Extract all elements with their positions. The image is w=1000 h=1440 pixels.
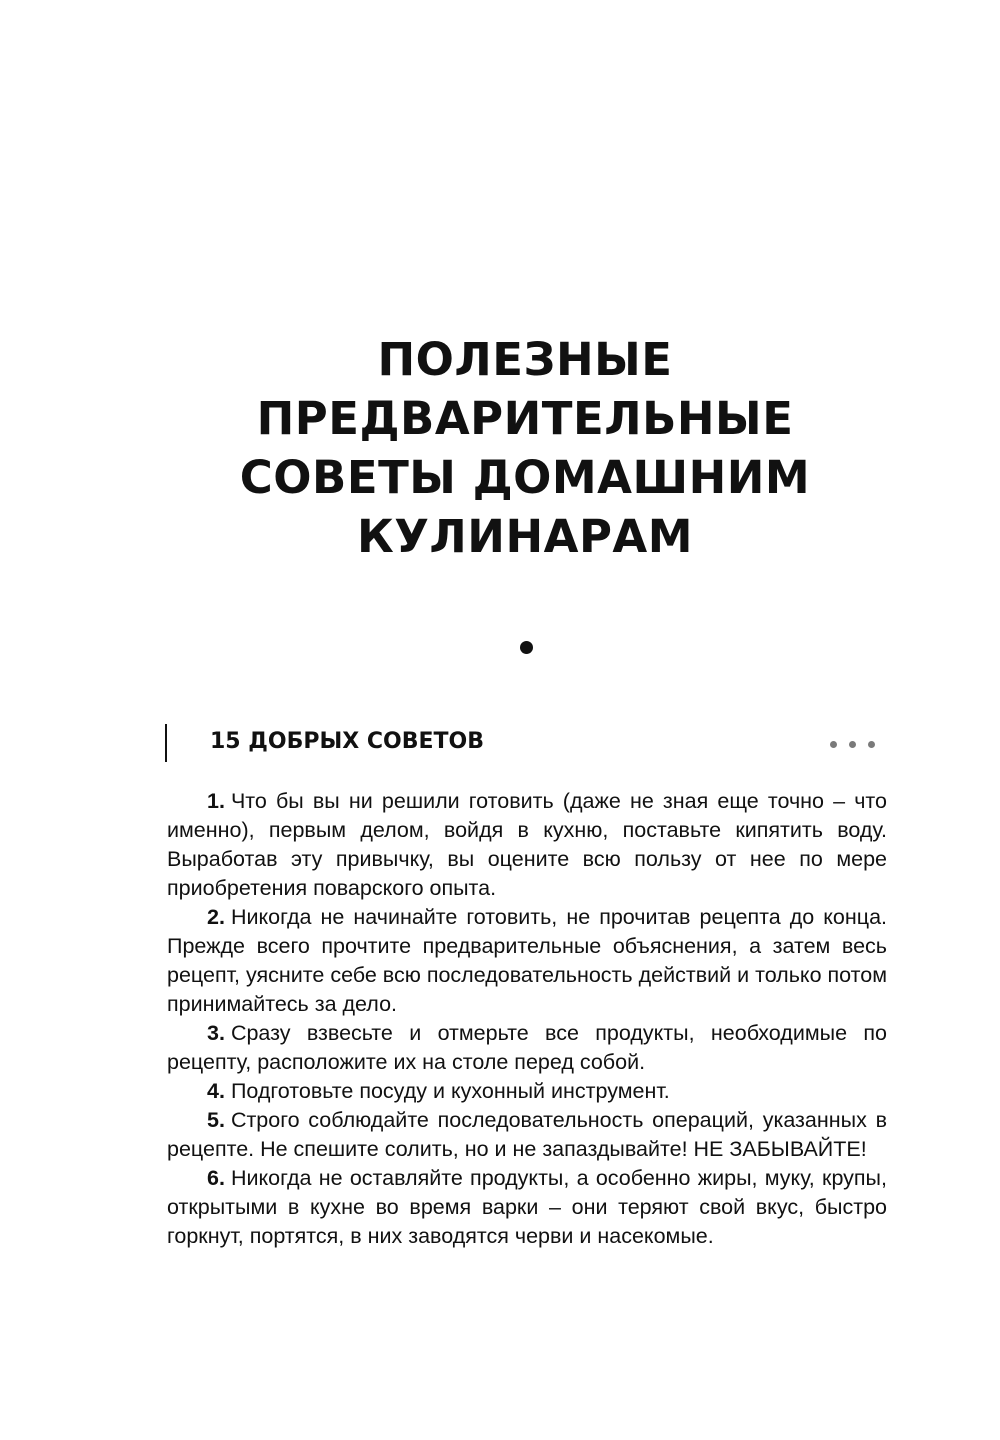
- tip-item: [167, 903, 887, 1019]
- dot-icon: [849, 741, 856, 748]
- tip-text: Никогда не начинайте готовить, не прочитав рецепта до конца. Прежде всего прочтите предварительные объяснения, а затем весь рецепт, уясните себе всю последовательность действий и только потом принимайтесь за дело.: [167, 905, 887, 1016]
- tip-item: [167, 1077, 887, 1106]
- tip-text: Никогда не оставляйте продукты, а особенно жиры, муку, крупы, открытыми в кухне во время варки – они теряют свой вкус, быстро горкнут, портятся, в них заводятся черви и насекомые.: [167, 1166, 887, 1248]
- chapter-title-line: ПОЛЕЗНЫЕ: [377, 333, 673, 386]
- tip-number: 3.: [207, 1021, 225, 1045]
- tip-text: Сразу взвесьте и отмерьте все продукты, необходимые по рецепту, расположите их на столе перед собой.: [167, 1021, 887, 1074]
- chapter-title: [150, 330, 900, 566]
- tip-text: Что бы вы ни решили готовить (даже не зная еще точно – что именно), первым делом, войдя в кухню, поставьте кипятить воду. Выработав эту привычку, вы оцените всю пользу от нее по мере приобретения поварского опыта.: [167, 789, 887, 900]
- section-heading: 15 ДОБРЫХ СОВЕТОВ: [210, 729, 485, 754]
- tip-number: 5.: [207, 1108, 225, 1132]
- tips-list: [167, 787, 887, 1251]
- title-separator-dot: [520, 641, 533, 654]
- chapter-title-line: СОВЕТЫ ДОМАШНИМ: [239, 451, 811, 504]
- tip-number: 1.: [207, 789, 225, 813]
- tip-text: Строго соблюдайте последовательность операций, указанных в рецепте. Не спешите солить, но и не запаздывайте! НЕ ЗАБЫВАЙТЕ!: [167, 1108, 887, 1161]
- tip-number: 6.: [207, 1166, 225, 1190]
- tip-number: 4.: [207, 1079, 225, 1103]
- tip-text: Подготовьте посуду и кухонный инструмент.: [230, 1079, 670, 1103]
- chapter-title-line: ПРЕДВАРИТЕЛЬНЫЕ: [256, 392, 794, 445]
- ellipsis-dots-icon: [830, 741, 875, 748]
- tip-number: 2.: [207, 905, 225, 929]
- chapter-title-line: КУЛИНАРАМ: [356, 510, 694, 563]
- tip-item: [167, 1164, 887, 1251]
- dot-icon: [868, 741, 875, 748]
- dot-icon: [830, 741, 837, 748]
- tip-item: [167, 1106, 887, 1164]
- section-marker-bar: [165, 724, 167, 762]
- tip-item: [167, 1019, 887, 1077]
- tip-item: [167, 787, 887, 903]
